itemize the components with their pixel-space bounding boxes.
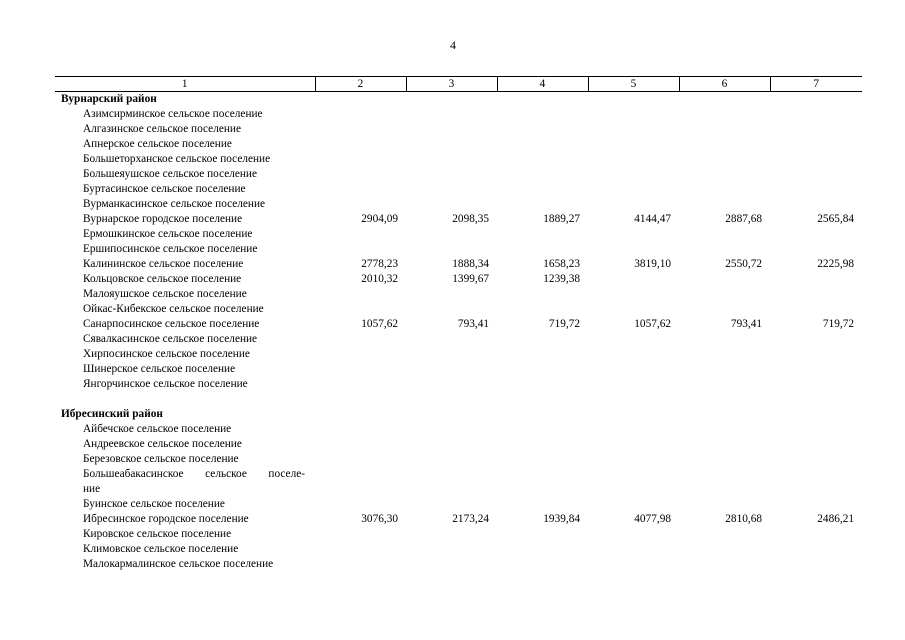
settlement-name: Хирпосинское сельское поселение <box>83 348 250 360</box>
value-cell-col-6 <box>679 167 770 182</box>
value-cell-col-2 <box>315 242 406 257</box>
value-cell-col-4 <box>497 362 588 377</box>
value-cell-col-5 <box>588 377 679 392</box>
value-cell-col-4: 1939,84 <box>543 513 580 525</box>
value-cell-col-4 <box>497 347 588 362</box>
value-cell-col-2 <box>315 347 406 362</box>
value-cell-col-7 <box>770 407 862 422</box>
value-cell-col-4 <box>497 182 588 197</box>
value-cell-col-3 <box>406 407 497 422</box>
value-cell-col-3 <box>406 182 497 197</box>
value-cell-col-4 <box>497 467 588 482</box>
value-cell-col-2 <box>315 287 406 302</box>
settlement-name: Азимсирминское сельское поселение <box>83 108 263 120</box>
table-row <box>55 497 862 512</box>
value-cell-col-7 <box>770 482 862 497</box>
value-cell-col-5: 1057,62 <box>634 318 671 330</box>
value-cell-col-6 <box>679 347 770 362</box>
value-cell-col-3 <box>406 362 497 377</box>
value-cell-col-7 <box>770 557 862 572</box>
value-cell-col-5: 4077,98 <box>634 513 671 525</box>
value-cell-col-3 <box>406 122 497 137</box>
settlement-name: Санарпосинское сельское поселение <box>83 318 260 330</box>
settlement-name: Алгазинское сельское поселение <box>83 123 241 135</box>
settlement-name: Вурманкасинское сельское поселение <box>83 198 266 210</box>
value-cell-col-7 <box>770 152 862 167</box>
settlement-name: Ибресинское городское поселение <box>83 513 249 525</box>
table-row <box>55 332 862 347</box>
value-cell-col-7 <box>770 122 862 137</box>
value-cell-col-2 <box>315 92 406 108</box>
value-cell-col-6 <box>679 377 770 392</box>
value-cell-col-5 <box>588 407 679 422</box>
value-cell-col-4 <box>497 452 588 467</box>
value-cell-col-6 <box>679 107 770 122</box>
value-cell-col-5 <box>588 482 679 497</box>
value-cell-col-4 <box>497 377 588 392</box>
value-cell-col-6 <box>679 452 770 467</box>
value-cell-col-5 <box>588 527 679 542</box>
empty-cell <box>55 392 315 407</box>
value-cell-col-7 <box>770 302 862 317</box>
spacer-row <box>55 392 862 407</box>
value-cell-col-4: 1889,27 <box>543 213 580 225</box>
value-cell-col-3 <box>406 482 497 497</box>
value-cell-col-4 <box>497 527 588 542</box>
value-cell-col-3 <box>406 557 497 572</box>
value-cell-col-4 <box>497 167 588 182</box>
settlement-name: Большеторханское сельское поселение <box>83 153 271 165</box>
table-header <box>55 77 862 92</box>
table-row <box>55 512 862 527</box>
column-header-4: 4 <box>497 77 588 92</box>
value-cell-col-4 <box>497 482 588 497</box>
value-cell-col-7 <box>770 422 862 437</box>
value-cell-col-7 <box>770 272 862 287</box>
value-cell-col-4 <box>497 287 588 302</box>
settlement-name: Ойкас-Кибекское сельское поселение <box>83 303 264 315</box>
value-cell-col-3: 793,41 <box>457 318 489 330</box>
value-cell-col-5 <box>588 152 679 167</box>
empty-cell <box>679 392 770 407</box>
value-cell-col-5 <box>588 452 679 467</box>
value-cell-col-2 <box>315 362 406 377</box>
value-cell-col-2 <box>315 137 406 152</box>
value-cell-col-6 <box>679 497 770 512</box>
value-cell-col-7: 2565,84 <box>817 213 854 225</box>
settlement-name: Буинское сельское поселение <box>83 498 225 510</box>
value-cell-col-3: 1888,34 <box>452 258 489 270</box>
value-cell-col-7 <box>770 542 862 557</box>
table-row <box>55 437 862 452</box>
value-cell-col-5 <box>588 287 679 302</box>
value-cell-col-3 <box>406 242 497 257</box>
value-cell-col-6 <box>679 272 770 287</box>
value-cell-col-4 <box>497 122 588 137</box>
value-cell-col-5 <box>588 437 679 452</box>
value-cell-col-6 <box>679 422 770 437</box>
district-heading-row <box>55 92 862 108</box>
value-cell-col-2: 1057,62 <box>361 318 398 330</box>
value-cell-col-2 <box>315 497 406 512</box>
settlement-name: Вурнарское городское поселение <box>83 213 243 225</box>
empty-cell <box>588 392 679 407</box>
table-row <box>55 167 862 182</box>
value-cell-col-6 <box>679 137 770 152</box>
table-row <box>55 152 862 167</box>
value-cell-col-7: 2225,98 <box>817 258 854 270</box>
value-cell-col-7 <box>770 452 862 467</box>
value-cell-col-7 <box>770 362 862 377</box>
table-row <box>55 197 862 212</box>
table-row <box>55 362 862 377</box>
value-cell-col-5: 4144,47 <box>634 213 671 225</box>
data-table <box>55 76 862 572</box>
table-row <box>55 302 862 317</box>
value-cell-col-2 <box>315 107 406 122</box>
value-cell-col-4 <box>497 437 588 452</box>
value-cell-col-3 <box>406 437 497 452</box>
value-cell-col-4 <box>497 497 588 512</box>
value-cell-col-3 <box>406 197 497 212</box>
table-row <box>55 317 862 332</box>
value-cell-col-6 <box>679 302 770 317</box>
settlement-name: Буртасинское сельское поселение <box>83 183 246 195</box>
settlement-name: Калининское сельское поселение <box>83 258 244 270</box>
value-cell-col-7 <box>770 347 862 362</box>
empty-cell <box>406 392 497 407</box>
value-cell-col-7 <box>770 107 862 122</box>
value-cell-col-2 <box>315 197 406 212</box>
value-cell-col-3 <box>406 467 497 482</box>
table-row <box>55 557 862 572</box>
value-cell-col-7 <box>770 92 862 108</box>
settlement-name: Кольцовское сельское поселение <box>83 273 242 285</box>
value-cell-col-2 <box>315 227 406 242</box>
table-row <box>55 107 862 122</box>
value-cell-col-3 <box>406 377 497 392</box>
value-cell-col-2 <box>315 122 406 137</box>
value-cell-col-7 <box>770 287 862 302</box>
value-cell-col-3 <box>406 287 497 302</box>
value-cell-col-5 <box>588 557 679 572</box>
value-cell-col-2 <box>315 422 406 437</box>
value-cell-col-6 <box>679 467 770 482</box>
value-cell-col-7 <box>770 137 862 152</box>
table-row <box>55 122 862 137</box>
value-cell-col-6: 2550,72 <box>725 258 762 270</box>
value-cell-col-3: 2098,35 <box>452 213 489 225</box>
value-cell-col-4 <box>497 92 588 108</box>
table-row <box>55 227 862 242</box>
settlement-name: Сявалкасинское сельское поселение <box>83 333 258 345</box>
value-cell-col-2 <box>315 557 406 572</box>
header-row <box>55 77 862 92</box>
settlement-name: Айбечское сельское поселение <box>83 423 232 435</box>
value-cell-col-2 <box>315 302 406 317</box>
value-cell-col-5 <box>588 137 679 152</box>
value-cell-col-6 <box>679 152 770 167</box>
value-cell-col-2 <box>315 467 406 482</box>
empty-cell <box>497 392 588 407</box>
value-cell-col-3 <box>406 107 497 122</box>
table-row <box>55 212 862 227</box>
empty-cell <box>315 392 406 407</box>
value-cell-col-5 <box>588 197 679 212</box>
value-cell-col-7 <box>770 467 862 482</box>
table-row <box>55 137 862 152</box>
value-cell-col-3 <box>406 302 497 317</box>
value-cell-col-5 <box>588 107 679 122</box>
value-cell-col-7 <box>770 197 862 212</box>
table-row <box>55 452 862 467</box>
table-row <box>55 287 862 302</box>
value-cell-col-4 <box>497 107 588 122</box>
value-cell-col-4 <box>497 302 588 317</box>
settlement-name: Березовское сельское поселение <box>83 453 239 465</box>
table-body <box>55 92 862 573</box>
value-cell-col-5 <box>588 542 679 557</box>
settlement-name: Климовское сельское поселение <box>83 543 239 555</box>
value-cell-col-2 <box>315 407 406 422</box>
value-cell-col-6: 793,41 <box>730 318 762 330</box>
table-row <box>55 527 862 542</box>
value-cell-col-6 <box>679 542 770 557</box>
value-cell-col-2 <box>315 452 406 467</box>
value-cell-col-6 <box>679 482 770 497</box>
value-cell-col-4 <box>497 227 588 242</box>
value-cell-col-3 <box>406 137 497 152</box>
value-cell-col-2 <box>315 182 406 197</box>
value-cell-col-7: 719,72 <box>822 318 854 330</box>
district-name: Ибресинский район <box>61 408 163 420</box>
value-cell-col-2 <box>315 437 406 452</box>
table-row <box>55 467 862 482</box>
value-cell-col-3 <box>406 92 497 108</box>
value-cell-col-5 <box>588 182 679 197</box>
value-cell-col-3: 1399,67 <box>452 273 489 285</box>
settlement-name: Андреевское сельское поселение <box>83 438 242 450</box>
value-cell-col-7 <box>770 332 862 347</box>
settlement-name: Янгорчинское сельское поселение <box>83 378 248 390</box>
value-cell-col-3 <box>406 422 497 437</box>
value-cell-col-4 <box>497 332 588 347</box>
value-cell-col-6 <box>679 527 770 542</box>
value-cell-col-6 <box>679 437 770 452</box>
table-row <box>55 542 862 557</box>
value-cell-col-3 <box>406 152 497 167</box>
value-cell-col-3 <box>406 347 497 362</box>
value-cell-col-4 <box>497 137 588 152</box>
value-cell-col-6 <box>679 197 770 212</box>
value-cell-col-6 <box>679 182 770 197</box>
settlement-name: Малояушское сельское поселение <box>83 288 247 300</box>
value-cell-col-2: 2904,09 <box>361 213 398 225</box>
column-header-1: 1 <box>55 77 315 92</box>
value-cell-col-7 <box>770 377 862 392</box>
value-cell-col-4 <box>497 197 588 212</box>
value-cell-col-4 <box>497 152 588 167</box>
value-cell-col-5 <box>588 467 679 482</box>
district-heading-row <box>55 407 862 422</box>
table-row <box>55 347 862 362</box>
value-cell-col-5 <box>588 167 679 182</box>
value-cell-col-2 <box>315 542 406 557</box>
table-row <box>55 182 862 197</box>
table-row <box>55 482 862 497</box>
value-cell-col-4: 719,72 <box>548 318 580 330</box>
settlement-name <box>55 467 315 482</box>
column-header-5: 5 <box>588 77 679 92</box>
value-cell-col-5 <box>588 362 679 377</box>
value-cell-col-4 <box>497 422 588 437</box>
value-cell-col-3: 2173,24 <box>452 513 489 525</box>
value-cell-col-5 <box>588 422 679 437</box>
column-header-2: 2 <box>315 77 406 92</box>
value-cell-col-7 <box>770 497 862 512</box>
settlement-name: Малокармалинское сельское поселение <box>83 558 274 570</box>
table-row <box>55 242 862 257</box>
value-cell-col-2: 2778,23 <box>361 258 398 270</box>
value-cell-col-7 <box>770 527 862 542</box>
value-cell-col-5 <box>588 227 679 242</box>
value-cell-col-5 <box>588 92 679 108</box>
value-cell-col-5 <box>588 122 679 137</box>
value-cell-col-2 <box>315 482 406 497</box>
value-cell-col-7 <box>770 167 862 182</box>
value-cell-col-4 <box>497 557 588 572</box>
value-cell-col-2 <box>315 527 406 542</box>
value-cell-col-6 <box>679 407 770 422</box>
district-name: Вурнарский район <box>61 93 157 105</box>
value-cell-col-4 <box>497 407 588 422</box>
value-cell-col-6: 2887,68 <box>725 213 762 225</box>
settlement-name: Шинерское сельское поселение <box>83 363 236 375</box>
value-cell-col-3 <box>406 497 497 512</box>
settlement-name: Кировское сельское поселение <box>83 528 232 540</box>
value-cell-col-7 <box>770 437 862 452</box>
table-row <box>55 377 862 392</box>
value-cell-col-6: 2810,68 <box>725 513 762 525</box>
settlement-name: Большеяушское сельское поселение <box>83 168 257 180</box>
value-cell-col-3 <box>406 227 497 242</box>
settlement-name: Ермошкинское сельское поселение <box>83 228 253 240</box>
settlement-name-text: Большеабакасинское сельское поселе- <box>83 468 305 480</box>
value-cell-col-6 <box>679 557 770 572</box>
value-cell-col-5 <box>588 272 679 287</box>
value-cell-col-5: 3819,10 <box>634 258 671 270</box>
empty-cell <box>770 392 862 407</box>
value-cell-col-4: 1658,23 <box>543 258 580 270</box>
value-cell-col-2: 3076,30 <box>361 513 398 525</box>
value-cell-col-5 <box>588 302 679 317</box>
value-cell-col-3 <box>406 167 497 182</box>
value-cell-col-6 <box>679 92 770 108</box>
value-cell-col-2: 2010,32 <box>361 273 398 285</box>
table-row <box>55 257 862 272</box>
value-cell-col-6 <box>679 242 770 257</box>
column-header-7: 7 <box>770 77 862 92</box>
value-cell-col-2 <box>315 377 406 392</box>
value-cell-col-7 <box>770 227 862 242</box>
value-cell-col-6 <box>679 227 770 242</box>
settlement-name: ние <box>83 483 101 495</box>
value-cell-col-3 <box>406 332 497 347</box>
value-cell-col-4: 1239,38 <box>543 273 580 285</box>
value-cell-col-5 <box>588 332 679 347</box>
column-header-6: 6 <box>679 77 770 92</box>
value-cell-col-3 <box>406 527 497 542</box>
value-cell-col-2 <box>315 152 406 167</box>
value-cell-col-7 <box>770 182 862 197</box>
table-row <box>55 422 862 437</box>
value-cell-col-7: 2486,21 <box>817 513 854 525</box>
table-row <box>55 272 862 287</box>
value-cell-col-4 <box>497 242 588 257</box>
value-cell-col-6 <box>679 122 770 137</box>
value-cell-col-2 <box>315 332 406 347</box>
value-cell-col-4 <box>497 542 588 557</box>
value-cell-col-6 <box>679 362 770 377</box>
value-cell-col-3 <box>406 542 497 557</box>
value-cell-col-6 <box>679 287 770 302</box>
value-cell-col-2 <box>315 167 406 182</box>
value-cell-col-5 <box>588 347 679 362</box>
page-number: 4 <box>450 38 456 52</box>
value-cell-col-3 <box>406 452 497 467</box>
settlement-name: Апнерское сельское поселение <box>83 138 232 150</box>
value-cell-col-5 <box>588 497 679 512</box>
value-cell-col-6 <box>679 332 770 347</box>
value-cell-col-5 <box>588 242 679 257</box>
settlement-name: Ершипосинское сельское поселение <box>83 243 258 255</box>
value-cell-col-7 <box>770 242 862 257</box>
column-header-3: 3 <box>406 77 497 92</box>
